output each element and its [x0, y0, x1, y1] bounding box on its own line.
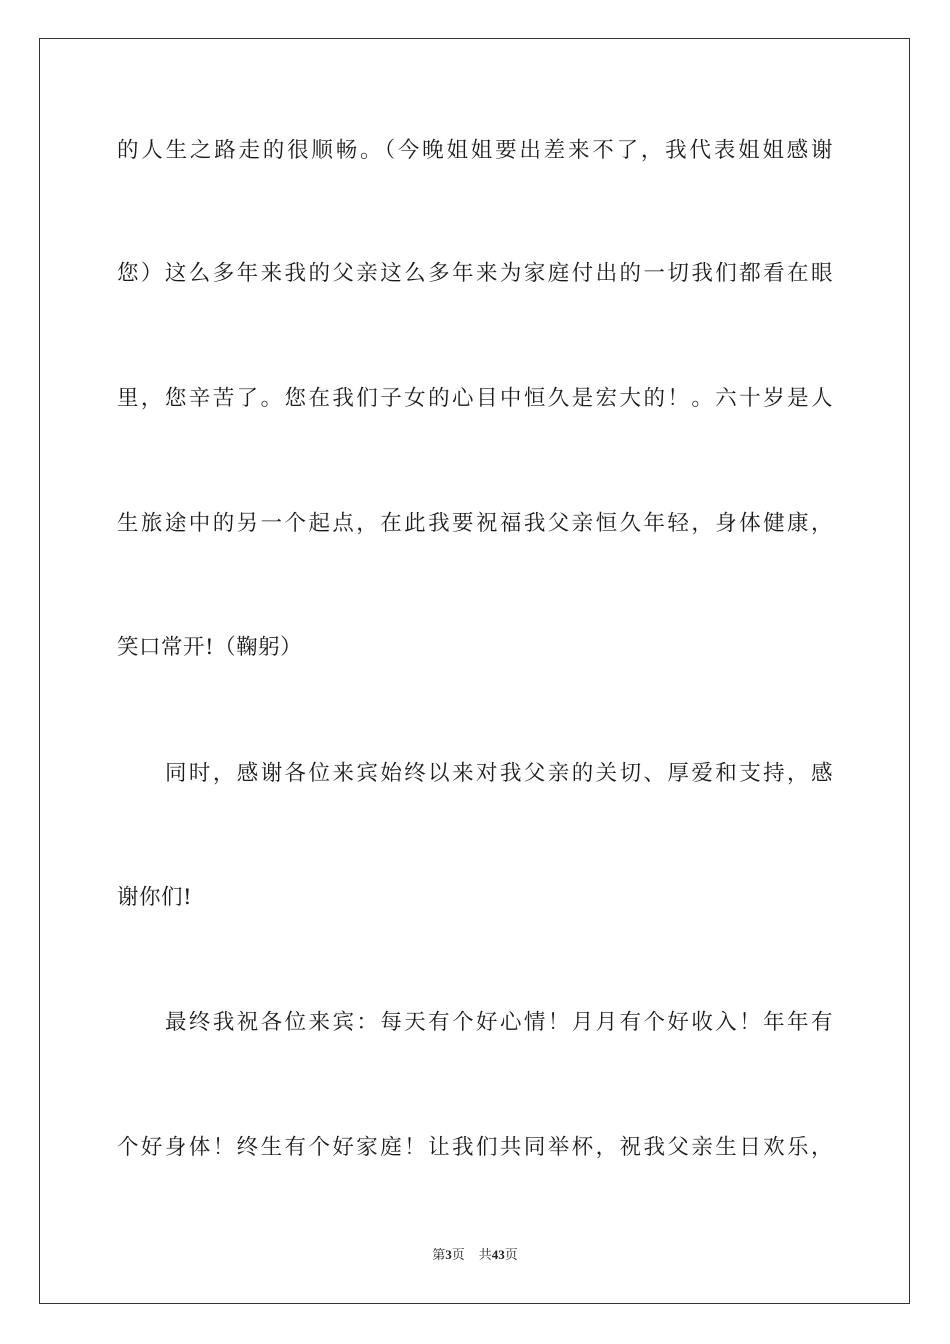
paragraph-first-line: 最终我祝各位来宾：每天有个好心情！月月有个好收入！年年有 — [165, 1010, 833, 1035]
footer-page-suffix: 页 — [451, 1248, 465, 1263]
page-border — [39, 38, 910, 1304]
text-line: 您）这么多年来我的父亲这么多年来为家庭付出的一切我们都看在眼 — [117, 261, 833, 286]
text-line: 个好身体！终生有个好家庭！让我们共同举杯，祝我父亲生日欢乐， — [117, 1135, 833, 1160]
text-line: 的人生之路走的很顺畅。（今晚姐姐要出差来不了，我代表姐姐感谢 — [117, 138, 833, 163]
footer-total-prefix: 共 — [478, 1248, 492, 1263]
page-footer — [0, 1246, 950, 1265]
text-line: 笑口常开!（鞠躬） — [117, 635, 303, 660]
text-line: 生旅途中的另一个起点，在此我要祝福我父亲恒久年轻，身体健康， — [117, 511, 833, 536]
footer-prefix: 第 — [432, 1248, 446, 1263]
footer-total-suffix: 页 — [504, 1248, 518, 1263]
text-line: 谢你们! — [117, 885, 193, 910]
text-line: 里，您辛苦了。您在我们子女的心目中恒久是宏大的！。六十岁是人 — [117, 386, 833, 411]
paragraph-first-line: 同时，感谢各位来宾始终以来对我父亲的关切、厚爱和支持，感 — [165, 761, 833, 786]
total-pages: 43 — [491, 1247, 505, 1262]
page-number: 3 — [445, 1247, 452, 1262]
